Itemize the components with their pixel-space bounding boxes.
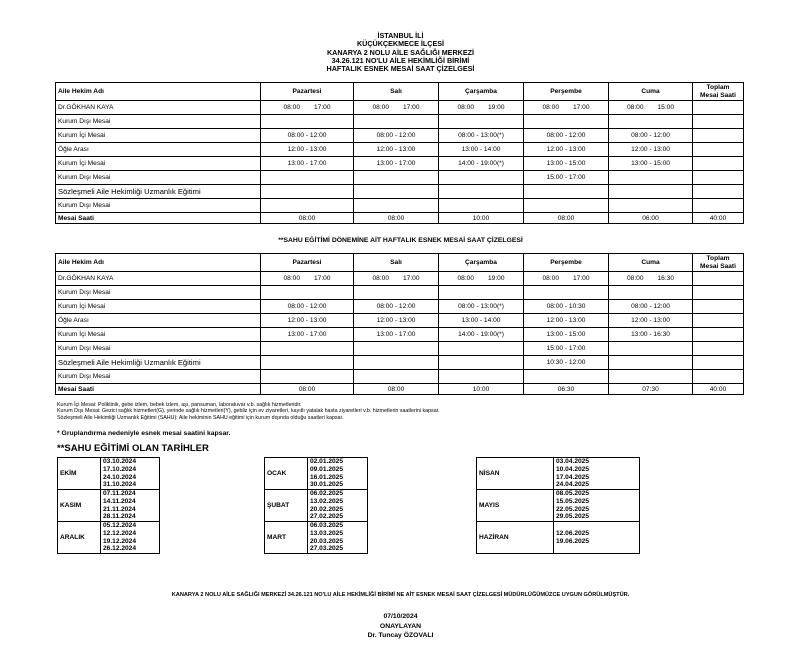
table-cell (609, 342, 693, 356)
table-cell (439, 356, 524, 370)
table-cell (693, 356, 744, 370)
row-label: Kurum Dışı Mesai (56, 370, 261, 384)
table-cell (261, 171, 354, 185)
column-header: Cuma (609, 83, 693, 101)
row-label: Dr.GÖKHAN KAYA (56, 272, 261, 286)
notes-block (57, 402, 440, 421)
table-cell (693, 342, 744, 356)
month-dates: 06.02.2025 13.02.2025 20.02.2025 27.02.2025 (308, 490, 368, 522)
table-cell (439, 199, 524, 213)
table-cell: 15:00 - 17:00 (524, 171, 609, 185)
table-cell (524, 286, 609, 300)
table-cell (524, 115, 609, 129)
dates-table-1 (57, 457, 160, 554)
table-cell (524, 370, 609, 384)
month-row (265, 458, 368, 490)
approval-block (0, 612, 801, 641)
table-cell (609, 199, 693, 213)
column-header: Aile Hekim Adı (56, 83, 261, 101)
total-cell: 10:00 (439, 384, 524, 395)
table-cell (524, 185, 609, 199)
sahu-schedule-table (55, 253, 744, 395)
star-note: * Gruplandırma nedeniyle esnek mesai saatini kapsar. (57, 430, 231, 437)
table-cell (354, 370, 439, 384)
note-line: Kurum Dışı Mesai: Gezici sağlık hizmetleri(G), yerinde sağlık hizmetleri(Y), gebliz için ev ziyaretleri, kayıtlı yatalak hasta ziyaretleri v.b. hizmetlerin saatlerini kapsar. (57, 408, 440, 415)
month-row (477, 522, 640, 554)
total-cell: 10:00 (439, 213, 524, 224)
month-label: MAYIS (477, 490, 554, 522)
table-cell (439, 286, 524, 300)
month-row (477, 458, 640, 490)
column-header: Aile Hekim Adı (56, 254, 261, 272)
dates-table-2 (264, 457, 368, 554)
table-cell: 12:00 - 13:00 (354, 314, 439, 328)
row-label: Kurum Dışı Mesai (56, 199, 261, 213)
total-row (56, 384, 744, 395)
document-header (0, 32, 801, 73)
row-label: Kurum İçi Mesai (56, 328, 261, 342)
row-label: Kurum İçi Mesai (56, 300, 261, 314)
table-cell: 08:00 - 12:00 (354, 300, 439, 314)
row-label: Öğle Arası (56, 143, 261, 157)
total-label: Mesai Saati (56, 384, 261, 395)
table-cell: 08:00 17:00 (524, 101, 609, 115)
table-row (56, 143, 744, 157)
table-cell: 13:00 - 14:00 (439, 143, 524, 157)
header-row (56, 254, 744, 272)
month-dates: 06.03.2025 13.03.2025 20.03.2025 27.03.2025 (308, 522, 368, 554)
table-cell (609, 356, 693, 370)
dates-table-3 (476, 457, 640, 554)
month-dates: 03.10.2024 17.10.2024 24.10.2024 31.10.2024 (101, 458, 160, 490)
table-cell (261, 115, 354, 129)
table-cell (693, 300, 744, 314)
approval-date: 07/10/2024 (383, 613, 418, 620)
approval-text: KANARYA 2 NOLU AİLE SAĞLIĞI MERKEZİ 34.26.121 NO'LU AİLE HEKİMLİĞİ BİRİMİ NE AİT ESNEK MESAİ SAAT ÇİZELGESİ MÜDÜRLÜĞÜMÜZCE UYGUN GÖRÜLMÜŞTÜR. (171, 592, 630, 598)
table-row (56, 286, 744, 300)
table-cell (693, 129, 744, 143)
row-label: Kurum İçi Mesai (56, 129, 261, 143)
table-cell (609, 370, 693, 384)
column-header: Çarşamba (439, 83, 524, 101)
table-cell (693, 101, 744, 115)
table-cell (693, 286, 744, 300)
table-cell: 08:00 - 12:00 (354, 129, 439, 143)
table-cell (354, 115, 439, 129)
table-cell (609, 115, 693, 129)
table-cell (693, 328, 744, 342)
table-cell (354, 185, 439, 199)
table-cell: 14:00 - 19:00(*) (439, 328, 524, 342)
table-cell (693, 157, 744, 171)
table-cell: 12:00 - 13:00 (261, 143, 354, 157)
row-label: Kurum İçi Mesai (56, 157, 261, 171)
month-dates: 05.12.2024 12.12.2024 19.12.2024 26.12.2024 (101, 522, 160, 554)
table-cell: 08:00 17:00 (354, 101, 439, 115)
column-header: Çarşamba (439, 254, 524, 272)
table-cell: 08:00 17:00 (261, 272, 354, 286)
table-cell (439, 115, 524, 129)
table-cell: 15:00 - 17:00 (524, 342, 609, 356)
month-row (58, 458, 160, 490)
table-cell: 12:00 - 13:00 (524, 314, 609, 328)
approver-label: ONAYLAYAN (379, 622, 422, 630)
header-row (56, 83, 744, 101)
month-label: NİSAN (477, 458, 554, 490)
month-dates: 02.01.2025 09.01.2025 16.01.2025 30.01.2025 (308, 458, 368, 490)
table-cell: 12:00 - 13:00 (609, 143, 693, 157)
table-cell (261, 370, 354, 384)
sahu-dates-title: **SAHU EĞİTİMİ OLAN TARİHLER (57, 443, 209, 454)
row-label: Kurum Dışı Mesai (56, 171, 261, 185)
table-cell: 08:00 - 12:00 (524, 129, 609, 143)
table-cell (609, 185, 693, 199)
table-cell (439, 185, 524, 199)
total-cell: 08:00 (261, 213, 354, 224)
table-cell: 08:00 - 12:00 (609, 129, 693, 143)
table-cell: 08:00 17:00 (354, 272, 439, 286)
row-label: Sözleşmeli Aile Hekimliği Uzmanlık Eğitimi (56, 185, 261, 199)
total-label: Mesai Saati (56, 213, 261, 224)
total-cell: 07:30 (609, 384, 693, 395)
table-cell: 08:00 19:00 (439, 101, 524, 115)
total-cell: 40:00 (693, 384, 744, 395)
month-label: MART (265, 522, 308, 554)
table-cell (693, 272, 744, 286)
table-cell (354, 356, 439, 370)
column-header: Perşembe (524, 83, 609, 101)
table-row (56, 328, 744, 342)
month-dates: 03.04.2025 10.04.2025 17.04.2025 24.04.2025 (554, 458, 640, 490)
table-cell: 08:00 - 13:00(*) (439, 300, 524, 314)
table-cell: 12:00 - 13:00 (354, 143, 439, 157)
table-row (56, 342, 744, 356)
table-cell: 13:00 - 17:00 (354, 157, 439, 171)
table-row (56, 129, 744, 143)
table-cell: 08:00 17:00 (524, 272, 609, 286)
table-cell (439, 342, 524, 356)
table-cell: 13:00 - 14:00 (439, 314, 524, 328)
table-row (56, 157, 744, 171)
table-cell (693, 314, 744, 328)
table-cell (354, 171, 439, 185)
table-cell: 13:00 - 16:30 (609, 328, 693, 342)
table-cell: 12:00 - 13:00 (524, 143, 609, 157)
month-label: KASIM (58, 490, 101, 522)
column-header: Cuma (609, 254, 693, 272)
row-label: Dr.GÖKHAN KAYA (56, 101, 261, 115)
table-cell (354, 286, 439, 300)
column-header: Toplam Mesai Saati (693, 83, 744, 101)
month-label: OCAK (265, 458, 308, 490)
table-cell (693, 185, 744, 199)
table-cell (354, 342, 439, 356)
month-row (477, 490, 640, 522)
table-row (56, 370, 744, 384)
row-label: Kurum Dışı Mesai (56, 342, 261, 356)
table-cell (609, 171, 693, 185)
total-cell: 06:30 (524, 384, 609, 395)
weekly-schedule-table (55, 82, 744, 224)
table-cell: 13:00 - 15:00 (524, 157, 609, 171)
table-cell: 08:00 - 12:00 (609, 300, 693, 314)
total-cell: 40:00 (693, 213, 744, 224)
table-row (56, 185, 744, 199)
table-row (56, 314, 744, 328)
table-cell (261, 342, 354, 356)
column-header: Pazartesi (261, 254, 354, 272)
row-label: Öğle Arası (56, 314, 261, 328)
note-line: Kurum İçi Mesai: Poliklinik, gebe izlem, bebek izlem, aşı, pansuman, laboratuvar v.b. sağlık hizmetleridir. (57, 402, 302, 408)
total-cell: 08:00 (354, 384, 439, 395)
table-cell (261, 199, 354, 213)
table-cell: 08:00 - 12:00 (261, 300, 354, 314)
month-dates: 12.06.2025 19.06.2025 (554, 522, 640, 554)
table-row (56, 300, 744, 314)
table-cell (693, 370, 744, 384)
table-row (56, 101, 744, 115)
month-label: HAZİRAN (477, 522, 554, 554)
table-cell (693, 171, 744, 185)
header-line: 34.26.121 NO'LU AİLE HEKİMLİĞİ BİRİMİ (331, 55, 470, 65)
table-cell: 13:00 - 17:00 (354, 328, 439, 342)
table-cell: 13:00 - 15:00 (609, 157, 693, 171)
table-cell: 08:00 17:00 (261, 101, 354, 115)
header-line: KÜÇÜKÇEKMECE İLÇESİ (356, 39, 445, 49)
total-cell: 08:00 (261, 384, 354, 395)
row-label: Kurum Dışı Mesai (56, 115, 261, 129)
month-row (58, 522, 160, 554)
total-row (56, 213, 744, 224)
table-row (56, 115, 744, 129)
header-line: HAFTALIK ESNEK MESAİ SAAT ÇİZELGESİ (326, 64, 475, 74)
table-row (56, 272, 744, 286)
table-cell: 08:00 19:00 (439, 272, 524, 286)
month-row (265, 522, 368, 554)
table-cell (693, 115, 744, 129)
table-cell: 08:00 - 10:30 (524, 300, 609, 314)
month-label: ŞUBAT (265, 490, 308, 522)
table-cell (261, 185, 354, 199)
table-cell: 10:30 - 12:00 (524, 356, 609, 370)
header-line: İSTANBUL İLİ (377, 31, 424, 40)
table-cell (261, 286, 354, 300)
table-cell (261, 356, 354, 370)
table-cell: 08:00 - 12:00 (261, 129, 354, 143)
table-cell (609, 286, 693, 300)
note-line: Sözleşmeli Aile Hekimliği Uzmanlık Eğitimi (SAHU): Aile hekiminin SAHU eğitimi için kurum dışında olduğu saatleri kapsar. (57, 414, 344, 421)
column-header: Salı (354, 83, 439, 101)
table-row (56, 199, 744, 213)
column-header: Perşembe (524, 254, 609, 272)
total-cell: 08:00 (354, 213, 439, 224)
column-header: Toplam Mesai Saati (693, 254, 744, 272)
month-dates: 08.05.2025 15.05.2025 22.05.2025 29.05.2025 (554, 490, 640, 522)
table-cell (439, 171, 524, 185)
table-cell: 12:00 - 13:00 (609, 314, 693, 328)
table-row (56, 171, 744, 185)
row-label: Kurum Dışı Mesai (56, 286, 261, 300)
table-cell (354, 199, 439, 213)
table-cell: 13:00 - 15:00 (524, 328, 609, 342)
table-cell: 13:00 - 17:00 (261, 157, 354, 171)
table-cell: 08:00 - 13:00(*) (439, 129, 524, 143)
total-cell: 08:00 (524, 213, 609, 224)
month-dates: 07.11.2024 14.11.2024 21.11.2024 28.11.2024 (101, 490, 160, 522)
column-header: Salı (354, 254, 439, 272)
approver-name: Dr. Tuncay ÖZOVALI (367, 632, 434, 639)
table-cell: 08:00 15:00 (609, 101, 693, 115)
month-row (265, 490, 368, 522)
table-cell: 08:00 16:30 (609, 272, 693, 286)
month-label: EKİM (58, 458, 101, 490)
table-cell (524, 199, 609, 213)
table-cell: 12:00 - 13:00 (261, 314, 354, 328)
month-row (58, 490, 160, 522)
sahu-subtitle: **SAHU EĞİTİMİ DÖNEMİNE AİT HAFTALIK ESNEK MESAİ SAAT ÇİZELGESİ (278, 237, 523, 244)
header-line: KANARYA 2 NOLU AİLE SAĞLIĞI MERKEZİ (326, 47, 475, 57)
table-row (56, 356, 744, 370)
table-cell: 13:00 - 17:00 (261, 328, 354, 342)
table-cell (693, 199, 744, 213)
table-cell (439, 370, 524, 384)
total-cell: 06:00 (609, 213, 693, 224)
table-cell: 14:00 - 19:00(*) (439, 157, 524, 171)
column-header: Pazartesi (261, 83, 354, 101)
month-label: ARALIK (58, 522, 101, 554)
table-cell (693, 143, 744, 157)
row-label: Sözleşmeli Aile Hekimliği Uzmanlık Eğitimi (56, 356, 261, 370)
